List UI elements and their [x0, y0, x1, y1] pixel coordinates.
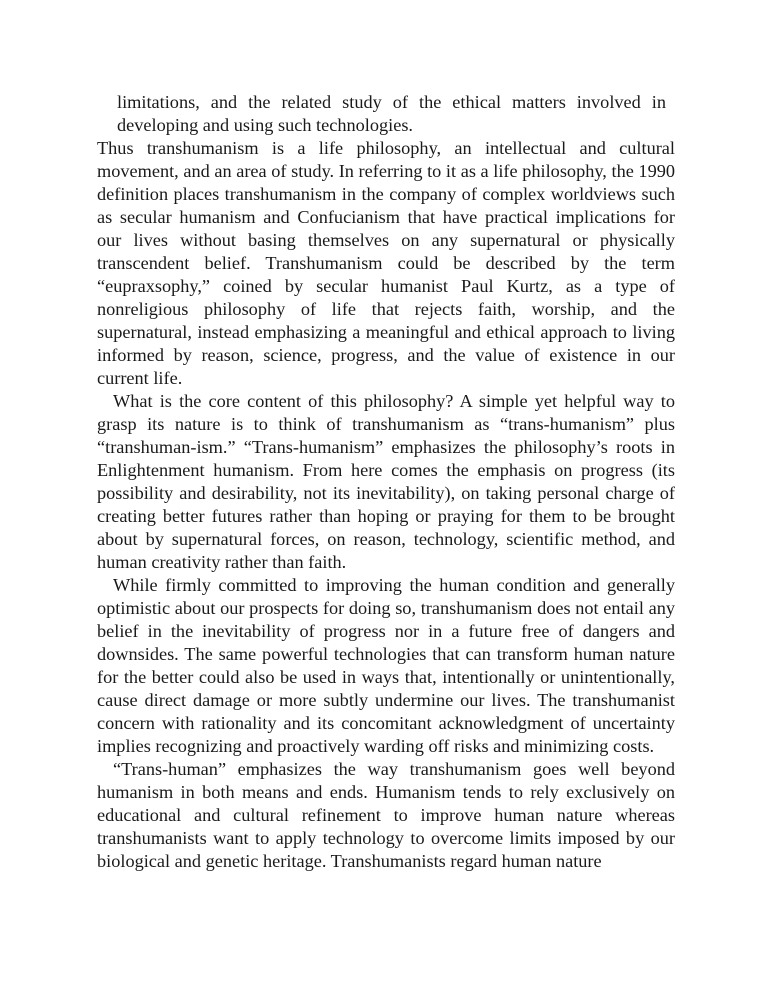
paragraph-progress-risks: While firmly committed to improving the human condition and generally optimistic about our prospects for doing so, transhumanism does not entail any belief in the inevitability of progress nor in a future free of dangers and downsides. The same powerful technologies that can transform human nature for the better could also be used in ways that, intentionally or unintentionally, cause direct damage or more subtly undermine our lives. The transhumanist concern with rationality and its concomitant acknowledgment of uncertainty implies recognizing and proactively warding off risks and minimizing costs. — [97, 575, 675, 756]
paragraph-trans-human: “Trans-human” emphasizes the way transhumanism goes well beyond humanism in both means and ends. Humanism tends to rely exclusively on educational and cultural refinement to improve human nature whereas transhumanists want to apply technology to overcome limits imposed by our biological and genetic heritage. Transhumanists regard human nature — [97, 759, 675, 871]
quote-continuation: limitations, and the related study of the ethical matters involved in developing and using such technologies. — [117, 92, 666, 135]
paragraph-core-content: What is the core content of this philosophy? A simple yet helpful way to grasp its nature is to think of transhumanism as “trans-humanism” plus “transhuman-ism.” “Trans-humanism” emphasizes the philosophy’s roots in Enlightenment humanism. From here comes the emphasis on progress (its possibility and desirability, not its inevitability), on taking personal charge of creating better futures rather than hoping or praying for them to be brought about by supernatural forces, on reason, technology, scientific method, and human creativity rather than faith. — [97, 391, 675, 572]
paragraph-life-philosophy: Thus transhumanism is a life philosophy, an intellectual and cultural movement, and an area of study. In referring to it as a life philosophy, the 1990 definition places transhumanism in the company of complex worldviews such as secular humanism and Confucianism that have practical implications for our lives without basing themselves on any supernatural or physically transcendent belief. Transhumanism could be described by the term “eupraxsophy,” coined by secular humanist Paul Kurtz, as a type of nonreligious philosophy of life that rejects faith, worship, and the supernatural, instead emphasizing a meaningful and ethical approach to living informed by reason, science, progress, and the value of existence in our current life. — [97, 138, 675, 388]
document-page — [97, 91, 675, 873]
